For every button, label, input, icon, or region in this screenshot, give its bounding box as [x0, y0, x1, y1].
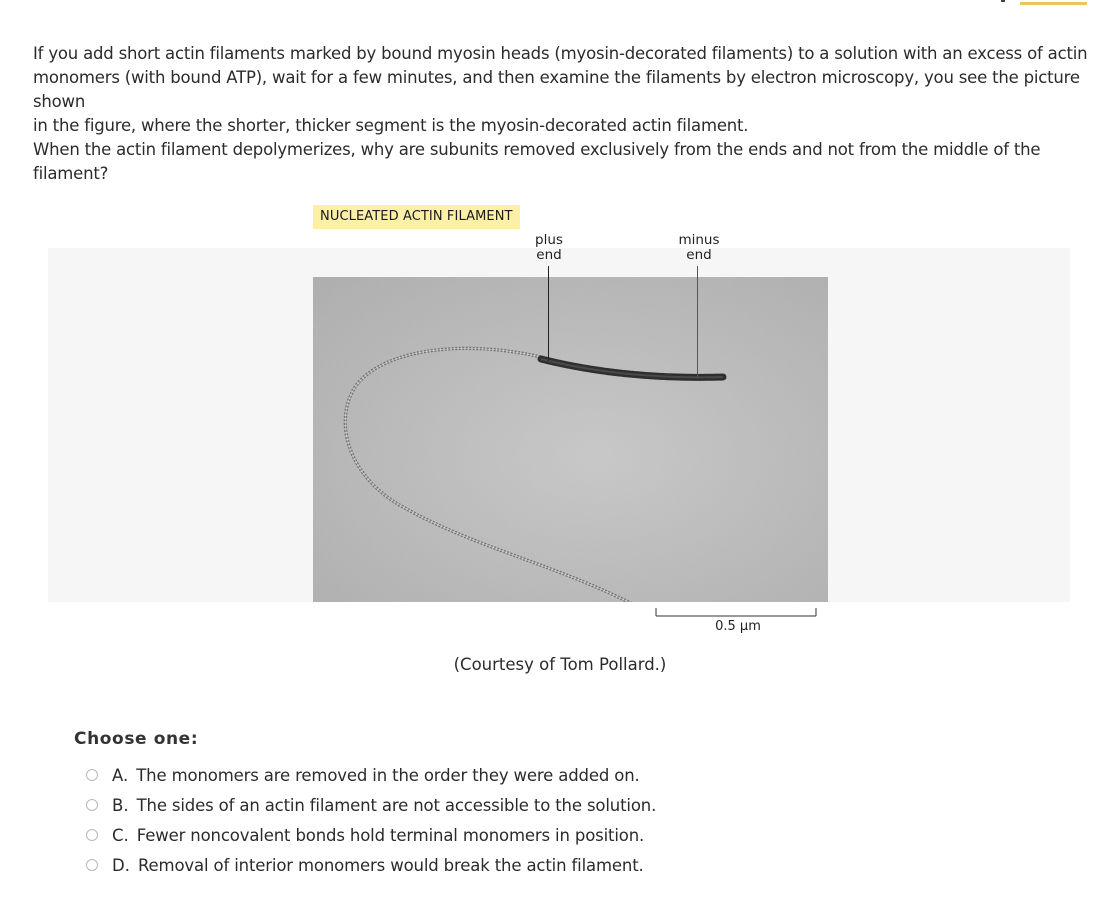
choice-c[interactable]: [84, 820, 656, 850]
electron-micrograph: [313, 277, 828, 602]
micrograph-grain: [313, 277, 828, 602]
prompt-line-3: in the figure, where the shorter, thicker segment is the myosin-decorated actin filament.: [33, 116, 749, 135]
answer-choices: [84, 760, 656, 880]
choice-a-radio-icon[interactable]: [86, 769, 98, 781]
plus-end-label-line-1: plus: [535, 232, 563, 248]
scale-bar-label: 0.5 µm: [715, 619, 761, 634]
choice-c-text: Fewer noncovalent bonds hold terminal monomers in position.: [136, 825, 645, 845]
choice-b[interactable]: [84, 790, 656, 820]
minus-end-label: [676, 233, 722, 263]
scale-bar: [650, 604, 822, 618]
choice-b-radio-icon[interactable]: [86, 799, 98, 811]
choice-b-letter: B.: [112, 795, 129, 815]
choice-b-text: The sides of an actin filament are not accessible to the solution.: [136, 795, 657, 815]
choice-d-radio-icon[interactable]: [86, 859, 98, 871]
choice-d-text: Removal of interior monomers would break the actin filament.: [137, 855, 644, 875]
choice-a-letter: A.: [112, 765, 129, 785]
minus-end-leader-line: [697, 266, 698, 378]
minus-end-label-line-2: end: [686, 247, 712, 263]
choice-c-letter: C.: [112, 825, 129, 845]
question-text: When the actin filament depolymerizes, why are subunits removed exclusively from the ends and not from the middle of the filament?: [33, 140, 1041, 183]
plus-end-label-line-2: end: [536, 247, 562, 263]
choose-one-heading: Choose one:: [74, 729, 199, 749]
choice-a-text: The monomers are removed in the order they were added on.: [136, 765, 640, 785]
prompt-line-2: monomers (with bound ATP), wait for a few minutes, and then examine the filaments by electron microscopy, you see the picture shown: [33, 68, 1080, 111]
question-prompt: [33, 42, 1093, 138]
header-accent-bar: [1020, 2, 1087, 5]
micrograph-image: [313, 277, 828, 602]
figure-tag: NUCLEATED ACTIN FILAMENT: [313, 205, 520, 229]
plus-end-label: [528, 233, 570, 263]
figure-caption: (Courtesy of Tom Pollard.): [453, 655, 667, 674]
choice-a[interactable]: [84, 760, 656, 790]
header-mark: [1001, 0, 1005, 2]
minus-end-label-line-1: minus: [678, 232, 720, 248]
plus-end-leader-line: [548, 266, 549, 361]
choice-d-letter: D.: [112, 855, 130, 875]
choice-c-radio-icon[interactable]: [86, 829, 98, 841]
prompt-line-1: If you add short actin filaments marked by bound myosin heads (myosin-decorated filaments) to a solution with an excess of actin: [33, 44, 1088, 63]
choice-d[interactable]: [84, 850, 656, 880]
